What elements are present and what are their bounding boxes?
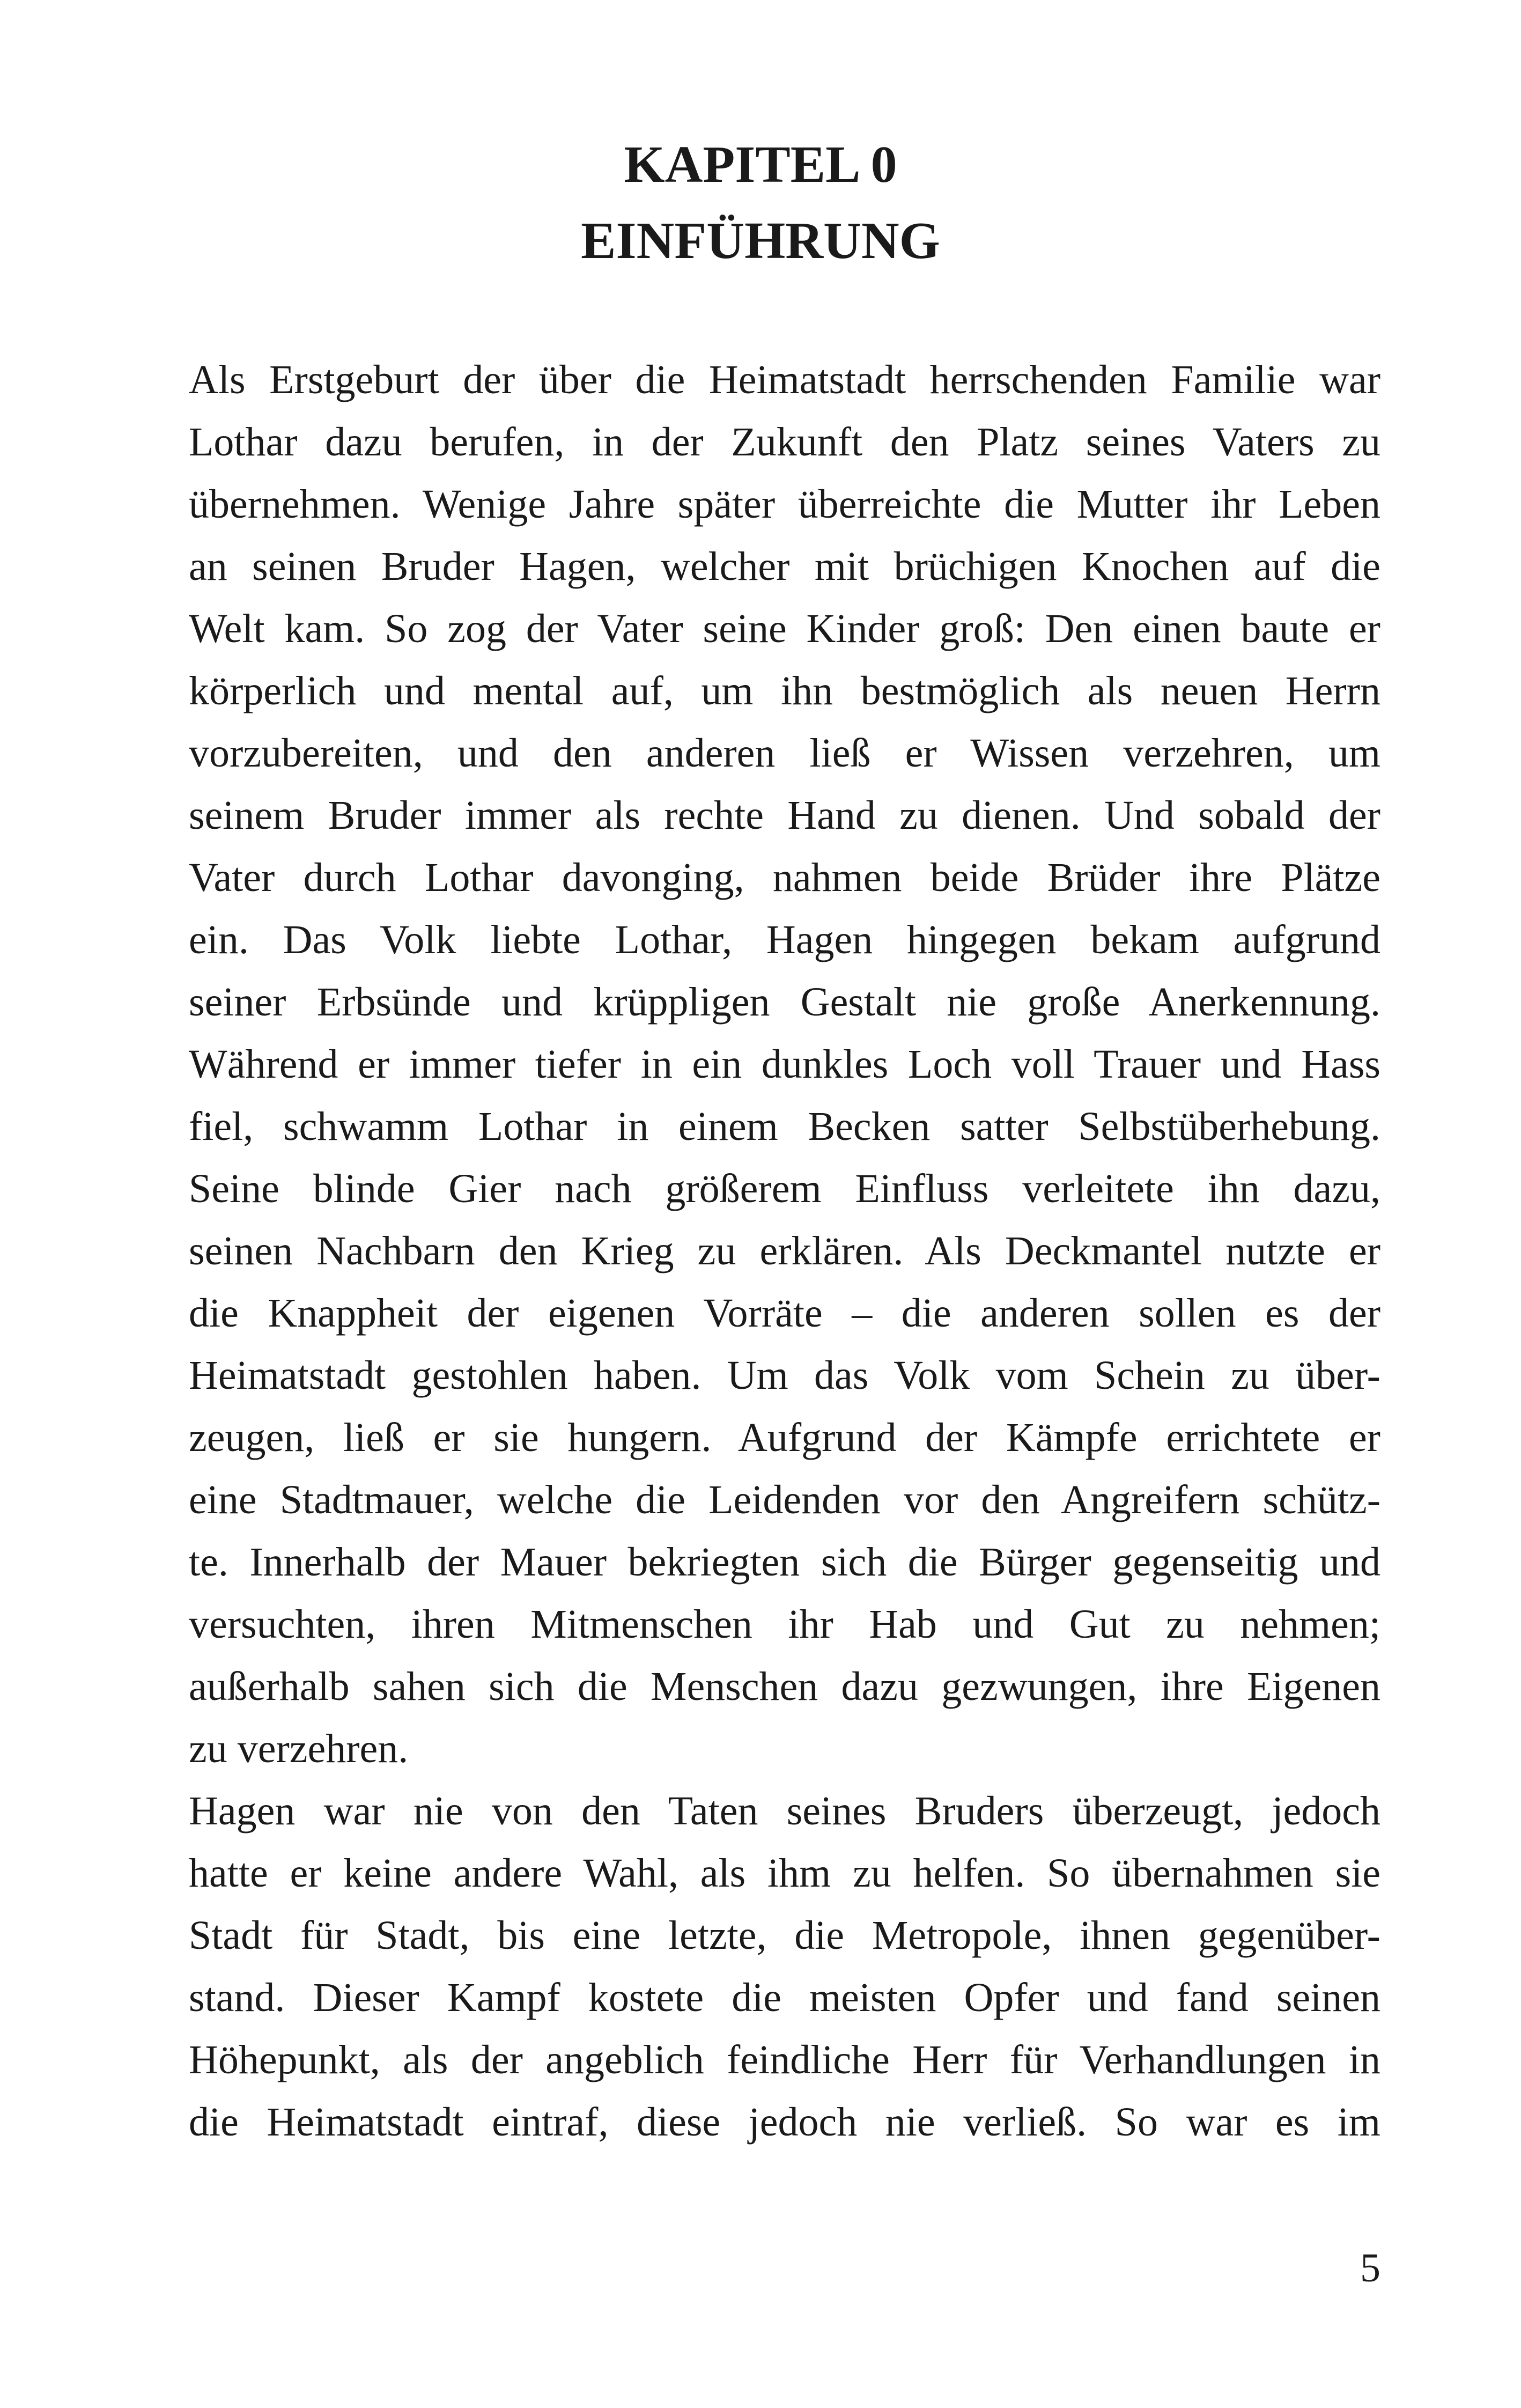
text-line: hatte er keine andere Wahl, als ihm zu helfen. So übernahmen sie xyxy=(189,1851,1380,1896)
text-line: Seine blinde Gier nach größerem Einfluss verleitete ihn dazu, xyxy=(189,1166,1380,1211)
text-line: vorzubereiten, und den anderen ließ er Wissen verzehren, um xyxy=(189,731,1380,776)
text-line: te. Innerhalb der Mauer bekriegten sich die Bürger gegenseitig und xyxy=(189,1540,1380,1585)
text-line: ein. Das Volk liebte Lothar, Hagen hingegen bekam aufgrund xyxy=(189,917,1380,962)
text-line: seinen Nachbarn den Krieg zu erklären. Als Deckmantel nutzte er xyxy=(189,1228,1380,1273)
chapter-title: EINFÜHRUNG xyxy=(581,212,940,270)
text-line: Welt kam. So zog der Vater seine Kinder groß: Den einen baute er xyxy=(189,606,1380,651)
text-line: seiner Erbsünde und krüppligen Gestalt nie große Anerkennung. xyxy=(189,980,1380,1025)
page-number: 5 xyxy=(1360,2245,1380,2291)
text-line: zu verzehren. xyxy=(189,1726,409,1771)
chapter-number: KAPITEL 0 xyxy=(624,136,897,194)
text-line: versuchten, ihren Mitmenschen ihr Hab und Gut zu nehmen; xyxy=(189,1602,1380,1647)
text-line: körperlich und mental auf, um ihn bestmöglich als neuen Herrn xyxy=(189,668,1380,713)
text-line: Lothar dazu berufen, in der Zukunft den Platz seines Vaters zu xyxy=(189,419,1380,465)
text-line: an seinen Bruder Hagen, welcher mit brüchigen Knochen auf die xyxy=(189,544,1380,589)
text-line: stand. Dieser Kampf kostete die meisten Opfer und fand seinen xyxy=(189,1975,1380,2020)
text-line: übernehmen. Wenige Jahre später überreichte die Mutter ihr Leben xyxy=(189,482,1380,527)
text-line: fiel, schwamm Lothar in einem Becken satter Selbstüberhebung. xyxy=(189,1104,1380,1149)
text-line: Stadt für Stadt, bis eine letzte, die Metropole, ihnen gegenüber- xyxy=(189,1913,1380,1958)
text-line: Höhepunkt, als der angeblich feindliche Herr für Verhandlungen in xyxy=(189,2037,1380,2082)
text-line: Heimatstadt gestohlen haben. Um das Volk vom Schein zu über- xyxy=(189,1353,1380,1398)
text-line: außerhalb sahen sich die Menschen dazu gezwungen, ihre Eigenen xyxy=(189,1664,1380,1709)
text-line: die Heimatstadt eintraf, diese jedoch nie verließ. So war es im xyxy=(189,2100,1380,2145)
text-line: die Knappheit der eigenen Vorräte – die anderen sollen es der xyxy=(189,1291,1380,1336)
text-line: zeugen, ließ er sie hungern. Aufgrund der Kämpfe errichtete er xyxy=(189,1415,1380,1460)
body-text xyxy=(189,349,1380,2153)
text-line: seinem Bruder immer als rechte Hand zu dienen. Und sobald der xyxy=(189,793,1380,838)
text-line: Während er immer tiefer in ein dunkles Loch voll Trauer und Hass xyxy=(189,1042,1380,1087)
text-line: eine Stadtmauer, welche die Leidenden vor den Angreifern schütz- xyxy=(189,1477,1380,1522)
text-line: Vater durch Lothar davonging, nahmen beide Brüder ihre Plätze xyxy=(189,855,1380,900)
text-line: Hagen war nie von den Taten seines Bruders überzeugt, jedoch xyxy=(189,1788,1380,1833)
text-line: Als Erstgeburt der über die Heimatstadt herrschenden Familie war xyxy=(189,357,1380,402)
